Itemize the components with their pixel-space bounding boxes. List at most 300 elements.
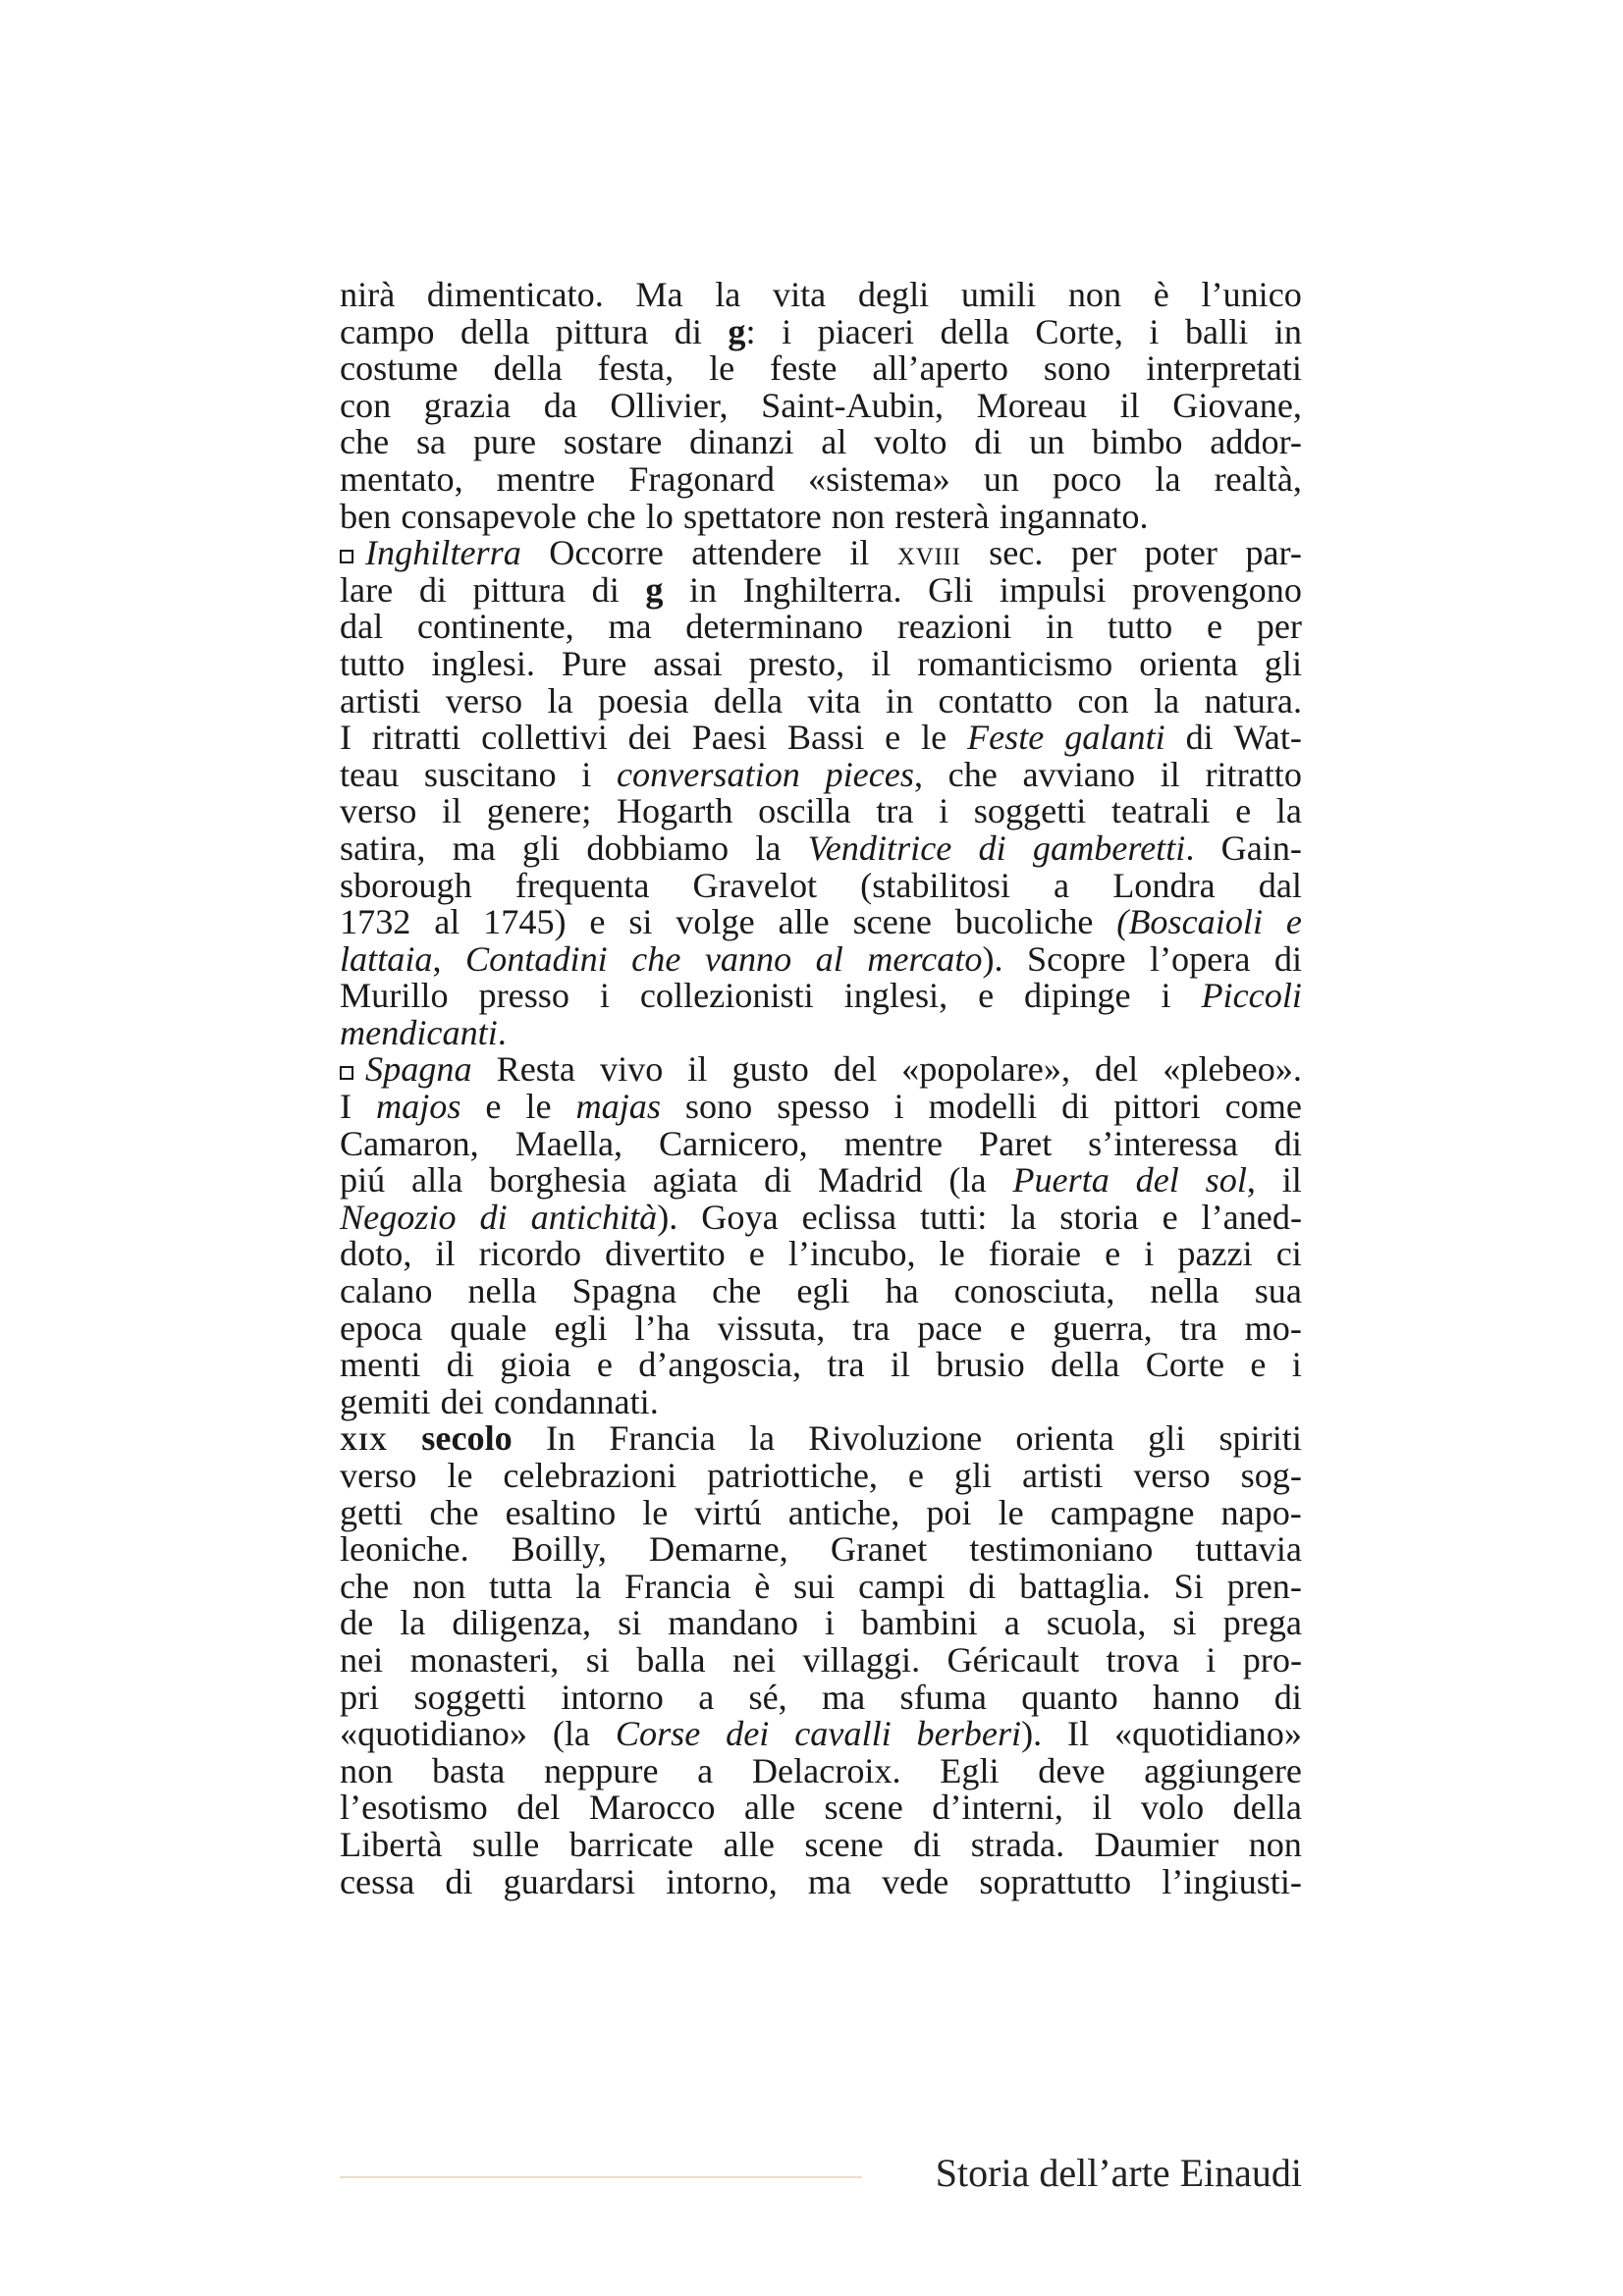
word-text: alle [778,902,830,942]
word [1258,865,1302,905]
word-text: le [939,1234,965,1274]
word-text: monasteri, [409,1639,560,1680]
word-text: leoniche. [340,1529,469,1570]
word [1068,277,1121,314]
word-text: brusio [936,1345,1025,1385]
word-text: sol [1205,1160,1247,1201]
word [554,1310,607,1348]
word [645,496,674,536]
word-text: egli [796,1271,850,1311]
word-text: Londra [1112,865,1216,905]
word [1273,311,1302,351]
text-line [340,1273,1302,1310]
word-text: prega [1222,1603,1302,1643]
word [917,643,1113,683]
word [543,1750,659,1790]
word-text: Maella, [514,1123,623,1163]
word [409,1639,560,1680]
word [340,1750,394,1790]
word [1218,1420,1301,1458]
word [804,1824,884,1864]
word [445,680,523,721]
word [600,978,610,1015]
footer-title: Storia dell’arte Einaudi [935,2151,1302,2195]
text-line [340,680,1302,721]
word [417,609,574,646]
word [600,1051,663,1089]
word-text: gioia [500,1345,571,1385]
word [886,1273,919,1310]
word [585,1639,610,1680]
word-text: che [586,496,636,536]
word-text: in [689,569,718,610]
word-text: di [1273,938,1302,979]
word-text: Inghilterra. [742,569,902,610]
word-text: tra [1179,1308,1217,1348]
word [1050,1492,1195,1532]
word-text: presto, [748,643,845,683]
word-text: doto, [340,1234,412,1274]
word-text: costume [340,348,459,389]
word-text: modelli [928,1087,1038,1127]
word [372,720,460,757]
word-text: nei [340,1639,384,1680]
word-text: conosciuta, [953,1271,1115,1311]
word [431,643,535,683]
word [801,1197,897,1237]
word-text: d’angoscia, [638,1345,802,1385]
word [1205,754,1302,794]
word-text: satira, [340,828,426,868]
word [1108,609,1172,646]
word-text: determinano [685,607,864,647]
word-text: dinanzi [689,422,794,462]
word [976,385,1088,425]
word [1116,904,1263,941]
word-text: il [849,533,870,573]
word [489,1162,626,1200]
word-text: volo [1140,1788,1205,1828]
word [610,385,729,425]
footer-rule [340,2176,862,2178]
word-text: scene [824,1788,903,1828]
word-text: guerra, [1053,1308,1153,1348]
word [955,904,1094,941]
word [704,938,792,979]
word-text: Corse [615,1714,701,1754]
word [891,1347,910,1384]
word-text: antichità [530,1197,658,1237]
word-text: sostare [563,422,663,462]
word [940,311,1009,351]
word-text: poesia [597,680,689,721]
word-text: Feste [966,718,1045,758]
word-text: che [947,754,998,794]
word [1250,1347,1266,1384]
word [340,609,383,646]
word-text: Puerta [1012,1160,1109,1201]
word [514,1123,623,1163]
word-text: Wat- [1233,718,1302,758]
word [796,1273,849,1310]
text-line [340,904,1302,941]
word-text: da [543,385,577,425]
word-text: presso [478,976,569,1016]
word-text: al [434,902,460,942]
word [1019,1566,1151,1606]
word-text: non [1248,1824,1302,1864]
word-text: pieces [825,754,914,794]
word-text: l’esotismo [340,1788,488,1828]
word-text: suscitano [423,754,557,794]
word-text: i [1149,311,1160,351]
word [572,1273,677,1310]
word [628,458,775,499]
word-text: patriottiche, [707,1456,878,1495]
section-box-icon [340,550,353,563]
word [525,1089,551,1126]
word [974,793,1087,830]
word [998,1492,1024,1532]
word [825,1605,835,1642]
word [697,1750,714,1790]
word-text: Giovane, [1172,385,1302,425]
word [1282,1162,1302,1200]
word [1223,1605,1302,1642]
word-text: ma [807,1861,852,1901]
word [989,535,1043,572]
word-text: fioraie [988,1234,1082,1274]
word-text: ). [657,1197,678,1237]
text-line [340,1789,1302,1827]
word [928,569,974,610]
text-line [340,424,1302,461]
word [961,277,1036,314]
word-text: Paesi [691,718,768,758]
word [489,1566,553,1606]
word-text: l’opera [1149,938,1251,979]
word [692,720,767,757]
word [597,1347,613,1384]
word-text: soggetti [973,791,1087,831]
word-text: con [340,385,392,425]
word-text: eclissa [801,1197,897,1237]
word-text: . [497,1012,507,1052]
word-text: celebrazioni [503,1456,677,1495]
word [340,1089,352,1126]
word [1113,1089,1200,1126]
word [640,978,814,1015]
word-text: xix [340,1418,389,1459]
word-text: dal [1258,865,1302,905]
word-text: dimenticato. [426,275,604,314]
word [649,1531,788,1569]
word [340,350,459,388]
word [1184,311,1249,351]
word-text: Murillo [340,976,449,1016]
word-text: cessa [340,1861,415,1901]
word [802,1639,921,1680]
word [940,1236,965,1273]
word [668,1605,798,1642]
word [1022,1458,1103,1495]
word-text: Ollivier, [610,385,729,425]
word [926,1492,972,1532]
word [1204,680,1302,721]
word [782,311,792,351]
word-text: Il [1067,1714,1090,1754]
word-text: , [432,938,442,979]
word [1092,1789,1111,1827]
word [1162,1861,1302,1901]
word [376,1089,460,1126]
word-text: addor- [1210,422,1302,462]
text-line [340,938,1302,979]
text-line [340,1531,1302,1569]
word [779,904,830,941]
word-text: mendicanti [340,1012,498,1052]
word [340,830,425,868]
word-text: Spagna [571,1271,677,1311]
word [974,424,1001,461]
word-text: g [728,311,746,351]
word [618,1605,641,1642]
word-text: nirà [340,275,396,314]
word-text: sé, [748,1677,787,1717]
word-text: gli [953,1456,993,1495]
word-text: Spagna [365,1049,472,1090]
word [1214,458,1302,499]
word-text: Negozio [340,1197,457,1237]
word [674,311,702,351]
word [1264,643,1302,683]
word-text: ritratti [371,718,461,758]
word-text: le [709,348,735,389]
word [503,1458,676,1495]
word [682,496,822,536]
word [742,569,902,610]
word-text: e [1235,791,1252,831]
word-text: i [1161,976,1171,1016]
word-text: artisti [1021,1456,1104,1495]
word [954,1273,1115,1310]
word-text: di [446,1345,474,1385]
word-text: gamberetti [1032,828,1186,868]
word-text: bucoliche [954,902,1094,942]
word-text: la [1275,791,1302,831]
word-text: provengono [1132,569,1302,610]
word [1162,1197,1178,1237]
word [731,1639,777,1680]
word-text: ricordo [478,1234,582,1274]
word [894,1089,904,1126]
word-text: pazzi [1177,1234,1253,1274]
word-text: sog- [1240,1456,1302,1495]
word-text: verso [445,680,523,721]
word-text: il [871,643,892,683]
word [932,1789,1063,1827]
word [1160,754,1180,794]
word [794,1716,891,1753]
word-text: 1745) [483,902,567,942]
word [617,793,733,830]
word [908,1458,924,1495]
word [411,1566,466,1606]
word [340,458,463,499]
word-text: della [1232,1788,1302,1828]
word [631,938,681,979]
word [989,1236,1081,1273]
word-text: piú [340,1160,386,1201]
text-line [340,1420,1302,1458]
word [1154,277,1169,314]
text-line [340,1492,1302,1532]
word-text: l’ingiusti- [1162,1861,1302,1901]
word [624,1566,731,1606]
word [901,1051,1070,1089]
word [744,1789,795,1827]
word [917,1716,1043,1753]
word [921,720,947,757]
word [340,1492,404,1532]
word [658,1123,808,1163]
word-text: vede [882,1861,949,1901]
word-text: i [581,754,592,794]
word [1105,1236,1120,1273]
word [1146,350,1302,388]
word [427,277,604,314]
word [628,720,672,757]
word [748,1677,787,1717]
word [983,458,1019,499]
word [689,424,794,461]
word [1053,1310,1152,1348]
word [1201,978,1301,1015]
word [978,1123,1053,1163]
word [843,1123,944,1163]
word [413,1677,527,1717]
word [471,1824,540,1864]
word [487,793,591,830]
word-text: i [939,791,949,831]
word [701,1197,779,1237]
word [749,1236,765,1273]
word-text: sec. [989,533,1044,573]
word-text: collettivi [481,718,608,758]
word [715,277,740,314]
word-text: non [340,1750,394,1790]
word-text: hanno [1153,1677,1240,1717]
word-text: de [340,1603,374,1643]
word-text: basta [431,1750,506,1790]
word-text: Contadini [464,938,608,979]
word-text: tuttavia [1195,1529,1302,1570]
word-text: al [815,938,843,979]
word [589,1789,716,1827]
word-text: pittori [1113,1087,1201,1127]
word-text: il [1119,385,1140,425]
word-text: e [907,1456,924,1495]
text-line [340,1458,1302,1495]
word [1150,1273,1218,1310]
word-text: Goya [701,1197,779,1237]
word-text: ci [1275,1234,1302,1274]
word [505,1492,617,1532]
word [653,1162,737,1200]
word [938,680,1054,721]
word-text: Inghilterra [365,533,521,573]
text-line [340,350,1302,388]
word-text: : [745,311,756,351]
word-text: a [698,1677,715,1717]
word [1195,1531,1302,1569]
word-text: del [516,1788,561,1828]
word [788,1236,916,1273]
word [718,1310,826,1348]
word [453,830,496,868]
word [1154,680,1180,721]
word [860,865,1010,905]
word-text: storia [1059,1197,1139,1237]
word-text: volto [874,422,947,462]
word [1010,1197,1037,1237]
word [685,609,863,646]
word [1245,535,1302,572]
word [423,385,512,425]
word-text: sono [1043,348,1111,389]
word [1024,978,1131,1015]
word [608,609,651,646]
word [1054,865,1070,905]
word [1139,643,1238,683]
word-text: I [340,1087,352,1127]
word-text: alla [411,1160,463,1201]
word-text: del [1095,1049,1139,1090]
word-text: secolo [421,1418,513,1459]
word [968,1566,997,1606]
word [434,904,460,941]
word [849,535,869,572]
word-text: dobbiamo [586,828,730,868]
word [1233,1789,1302,1827]
word-text: romanticismo [917,643,1113,683]
word-text: il [1092,1788,1112,1828]
word [852,1310,890,1348]
word-text: volge [676,902,755,942]
word-text: , [913,754,923,794]
word-text: e [978,976,995,1016]
word [1149,938,1251,979]
word [1009,1310,1025,1348]
word-text: i [825,1603,836,1643]
word [807,1861,852,1901]
word [340,1861,415,1901]
word [421,1420,512,1458]
text-line [340,720,1302,757]
word-text: e [1250,1345,1267,1385]
word-text: Demarne, [649,1529,788,1570]
word-text: sulle [471,1824,540,1864]
word [1273,1123,1302,1163]
word-text: realtà, [1214,458,1302,499]
word [645,569,664,610]
word [340,1381,431,1421]
word-text: aggiungere [1144,1750,1302,1790]
word-text: vita [807,680,861,721]
word [435,1236,455,1273]
word [340,643,406,683]
word-text: tra [827,1345,865,1385]
